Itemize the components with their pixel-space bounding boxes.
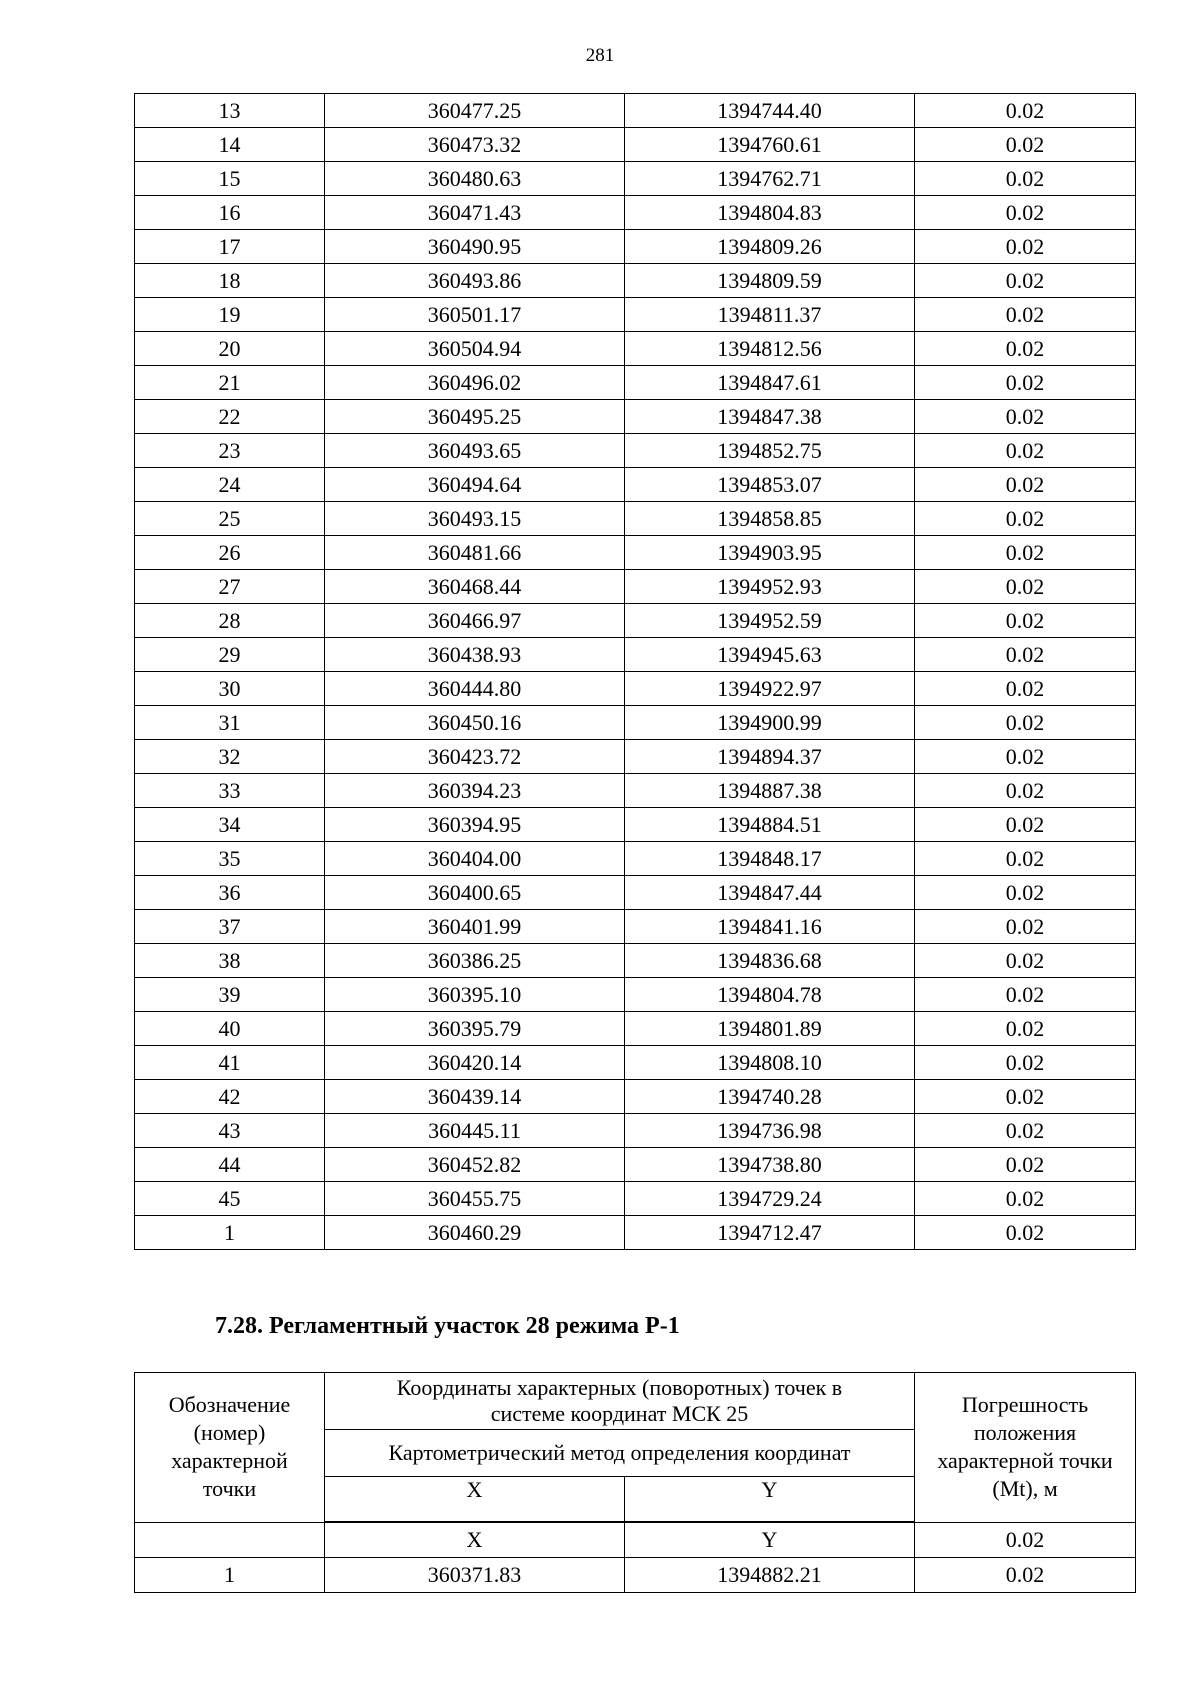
cell-point: 29 (135, 638, 325, 672)
table-row (135, 978, 1136, 1012)
cell-y: 1394812.56 (625, 332, 915, 366)
cell-x: 360400.65 (325, 876, 625, 910)
cell-error: 0.02 (915, 944, 1136, 978)
cell-y: 1394762.71 (625, 162, 915, 196)
cell-y: 1394853.07 (625, 468, 915, 502)
cell-error: 0.02 (915, 1182, 1136, 1216)
table-row (135, 536, 1136, 570)
table-row (135, 1148, 1136, 1182)
cell-y: 1394848.17 (625, 842, 915, 876)
cell-error: 0.02 (915, 1114, 1136, 1148)
subheader-row (135, 1522, 1136, 1558)
table-row (135, 1114, 1136, 1148)
table-row (135, 1080, 1136, 1114)
cell-y: 1394760.61 (625, 128, 915, 162)
header-point-label (135, 1373, 325, 1523)
table-row (135, 502, 1136, 536)
cell-error: 0.02 (915, 162, 1136, 196)
cell-y: 1394952.93 (625, 570, 915, 604)
cell-point: 1 (135, 1558, 325, 1593)
cell-error: 0.02 (915, 332, 1136, 366)
header-coords-system-line: системе координат МСК 25 (490, 1401, 749, 1426)
table-row (135, 876, 1136, 910)
header-coords-system-line: Координаты характерных (поворотных) точек в (396, 1375, 843, 1400)
coordinates-table (134, 93, 1136, 1250)
table-row (135, 298, 1136, 332)
cell-x: 360473.32 (325, 128, 625, 162)
cell-y: 1394809.59 (625, 264, 915, 298)
cell-x: 360371.83 (325, 1558, 625, 1593)
cell-error: 0.02 (915, 128, 1136, 162)
cell-x: 360395.10 (325, 978, 625, 1012)
cell-point: 14 (135, 128, 325, 162)
cell-point: 19 (135, 298, 325, 332)
cell-point: 30 (135, 672, 325, 706)
cell-error: 0.02 (915, 298, 1136, 332)
cell-x: 360495.25 (325, 400, 625, 434)
cell-y: 1394900.99 (625, 706, 915, 740)
table-row (135, 332, 1136, 366)
subheader-point (135, 1522, 325, 1558)
cell-x: 360504.94 (325, 332, 625, 366)
subheader-x: X (325, 1522, 625, 1558)
cell-point: 31 (135, 706, 325, 740)
table-row (135, 162, 1136, 196)
cell-error: 0.02 (915, 434, 1136, 468)
cell-error: 0.02 (915, 672, 1136, 706)
cell-error: 0.02 (915, 468, 1136, 502)
cell-error: 0.02 (915, 1558, 1136, 1593)
cell-point: 35 (135, 842, 325, 876)
cell-point: 44 (135, 1148, 325, 1182)
section-heading: 7.28. Регламентный участок 28 режима Р-1 (215, 1313, 680, 1339)
header-error-label-line: (Mt), м (992, 1476, 1058, 1502)
cell-x: 360401.99 (325, 910, 625, 944)
cell-point: 18 (135, 264, 325, 298)
cell-x: 360444.80 (325, 672, 625, 706)
header-method: Картометрический метод определения координат (325, 1430, 915, 1477)
cell-y: 1394847.44 (625, 876, 915, 910)
cell-point: 45 (135, 1182, 325, 1216)
cell-x: 360496.02 (325, 366, 625, 400)
cell-x: 360423.72 (325, 740, 625, 774)
table-row (135, 1558, 1136, 1593)
cell-error: 0.02 (915, 876, 1136, 910)
table-row (135, 774, 1136, 808)
table-row (135, 1046, 1136, 1080)
cell-error: 0.02 (915, 570, 1136, 604)
cell-error: 0.02 (915, 230, 1136, 264)
cell-y: 1394847.61 (625, 366, 915, 400)
cell-error: 0.02 (915, 1216, 1136, 1250)
cell-y: 1394740.28 (625, 1080, 915, 1114)
cell-point: 28 (135, 604, 325, 638)
table-row (135, 808, 1136, 842)
cell-point: 17 (135, 230, 325, 264)
cell-point: 43 (135, 1114, 325, 1148)
section28-coordinates-table (134, 1372, 1136, 1593)
cell-y: 1394804.83 (625, 196, 915, 230)
cell-error: 0.02 (915, 400, 1136, 434)
cell-error: 0.02 (915, 536, 1136, 570)
table-row (135, 1012, 1136, 1046)
table-row (135, 638, 1136, 672)
cell-x: 360493.65 (325, 434, 625, 468)
cell-error: 0.02 (915, 1046, 1136, 1080)
coordinates-table-body (135, 94, 1136, 1250)
cell-point: 40 (135, 1012, 325, 1046)
cell-error: 0.02 (915, 740, 1136, 774)
cell-error: 0.02 (915, 978, 1136, 1012)
cell-y: 1394712.47 (625, 1216, 915, 1250)
cell-error: 0.02 (915, 1080, 1136, 1114)
cell-error: 0.02 (915, 1148, 1136, 1182)
cell-x: 360439.14 (325, 1080, 625, 1114)
header-error-label-line: характерной точки (937, 1448, 1113, 1474)
table-row (135, 740, 1136, 774)
cell-error: 0.02 (915, 774, 1136, 808)
cell-x: 360452.82 (325, 1148, 625, 1182)
cell-x: 360394.95 (325, 808, 625, 842)
cell-error: 0.02 (915, 1012, 1136, 1046)
header-point-label-line: точки (202, 1476, 257, 1502)
table-row (135, 672, 1136, 706)
table-row (135, 842, 1136, 876)
cell-x: 360466.97 (325, 604, 625, 638)
cell-point: 27 (135, 570, 325, 604)
cell-error: 0.02 (915, 910, 1136, 944)
cell-point: 38 (135, 944, 325, 978)
cell-error: 0.02 (915, 842, 1136, 876)
cell-y: 1394945.63 (625, 638, 915, 672)
cell-x: 360480.63 (325, 162, 625, 196)
cell-y: 1394903.95 (625, 536, 915, 570)
table-row (135, 468, 1136, 502)
cell-y: 1394801.89 (625, 1012, 915, 1046)
cell-x: 360460.29 (325, 1216, 625, 1250)
header-error-label-line: Погрешность (961, 1392, 1089, 1418)
table-row (135, 910, 1136, 944)
header-error-label (915, 1373, 1136, 1523)
cell-x: 360494.64 (325, 468, 625, 502)
cell-x: 360468.44 (325, 570, 625, 604)
cell-y: 1394809.26 (625, 230, 915, 264)
cell-y: 1394952.59 (625, 604, 915, 638)
table-row (135, 366, 1136, 400)
table-row (135, 1182, 1136, 1216)
cell-y: 1394736.98 (625, 1114, 915, 1148)
header-point-label-line: Обозначение (168, 1392, 291, 1418)
cell-y: 1394887.38 (625, 774, 915, 808)
table-row (135, 196, 1136, 230)
cell-error: 0.02 (915, 638, 1136, 672)
cell-point: 22 (135, 400, 325, 434)
cell-point: 1 (135, 1216, 325, 1250)
cell-x: 360477.25 (325, 94, 625, 128)
page-number: 281 (585, 45, 615, 66)
subheader-y: Y (625, 1522, 915, 1558)
cell-error: 0.02 (915, 808, 1136, 842)
cell-error: 0.02 (915, 502, 1136, 536)
cell-point: 41 (135, 1046, 325, 1080)
cell-y: 1394804.78 (625, 978, 915, 1012)
cell-y: 1394922.97 (625, 672, 915, 706)
cell-point: 39 (135, 978, 325, 1012)
cell-x: 360438.93 (325, 638, 625, 672)
cell-point: 33 (135, 774, 325, 808)
cell-x: 360471.43 (325, 196, 625, 230)
cell-error: 0.02 (915, 604, 1136, 638)
cell-y: 1394738.80 (625, 1148, 915, 1182)
cell-x: 360394.23 (325, 774, 625, 808)
header-y: Y (625, 1477, 915, 1523)
header-point-label-line: (номер) (193, 1420, 266, 1446)
table-row (135, 706, 1136, 740)
cell-error: 0.02 (915, 196, 1136, 230)
header-point-label-line: характерной (171, 1448, 288, 1474)
cell-y: 1394808.10 (625, 1046, 915, 1080)
header-coords-system (325, 1373, 915, 1430)
cell-point: 26 (135, 536, 325, 570)
cell-point: 32 (135, 740, 325, 774)
cell-point: 21 (135, 366, 325, 400)
cell-y: 1394841.16 (625, 910, 915, 944)
cell-point: 37 (135, 910, 325, 944)
cell-y: 1394744.40 (625, 94, 915, 128)
cell-point: 34 (135, 808, 325, 842)
header-row-coords (135, 1373, 1136, 1430)
table-row (135, 400, 1136, 434)
cell-point: 24 (135, 468, 325, 502)
cell-y: 1394852.75 (625, 434, 915, 468)
table-row (135, 570, 1136, 604)
header-error-label-line: положения (973, 1420, 1077, 1446)
cell-y: 1394836.68 (625, 944, 915, 978)
header-x: X (325, 1477, 625, 1523)
cell-point: 23 (135, 434, 325, 468)
table-row (135, 434, 1136, 468)
cell-y: 1394847.38 (625, 400, 915, 434)
cell-x: 360445.11 (325, 1114, 625, 1148)
cell-point: 20 (135, 332, 325, 366)
cell-point: 13 (135, 94, 325, 128)
cell-error: 0.02 (915, 366, 1136, 400)
cell-point: 25 (135, 502, 325, 536)
cell-x: 360404.00 (325, 842, 625, 876)
table-row (135, 264, 1136, 298)
table-row (135, 230, 1136, 264)
cell-point: 42 (135, 1080, 325, 1114)
cell-y: 1394858.85 (625, 502, 915, 536)
table-row (135, 1216, 1136, 1250)
cell-x: 360420.14 (325, 1046, 625, 1080)
cell-point: 15 (135, 162, 325, 196)
subheader-error: 0.02 (915, 1522, 1136, 1558)
cell-x: 360481.66 (325, 536, 625, 570)
cell-point: 16 (135, 196, 325, 230)
cell-x: 360455.75 (325, 1182, 625, 1216)
cell-error: 0.02 (915, 264, 1136, 298)
cell-y: 1394811.37 (625, 298, 915, 332)
cell-point: 36 (135, 876, 325, 910)
table-row (135, 128, 1136, 162)
cell-y: 1394729.24 (625, 1182, 915, 1216)
cell-y: 1394884.51 (625, 808, 915, 842)
cell-x: 360490.95 (325, 230, 625, 264)
table-row (135, 944, 1136, 978)
cell-y: 1394894.37 (625, 740, 915, 774)
table-row (135, 94, 1136, 128)
table-row (135, 604, 1136, 638)
cell-error: 0.02 (915, 94, 1136, 128)
cell-x: 360501.17 (325, 298, 625, 332)
cell-x: 360395.79 (325, 1012, 625, 1046)
cell-x: 360386.25 (325, 944, 625, 978)
cell-error: 0.02 (915, 706, 1136, 740)
cell-x: 360450.16 (325, 706, 625, 740)
cell-x: 360493.86 (325, 264, 625, 298)
cell-x: 360493.15 (325, 502, 625, 536)
cell-y: 1394882.21 (625, 1558, 915, 1593)
